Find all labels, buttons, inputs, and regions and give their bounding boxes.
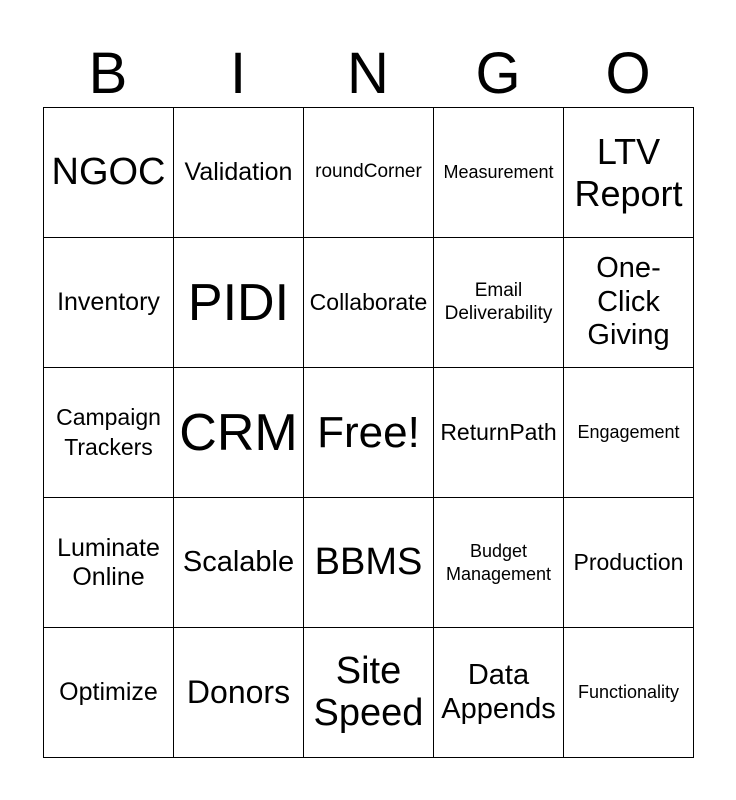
- cell-text: Measurement: [443, 162, 554, 183]
- cell-text: Campaign Trackers: [56, 403, 161, 460]
- bingo-cell-r1-c2[interactable]: [174, 108, 304, 238]
- bingo-cell-r4-c3[interactable]: [304, 498, 434, 628]
- cell-text: One-Click Giving: [587, 252, 670, 352]
- cell-text: roundCorner: [315, 161, 422, 183]
- cell-text: Site Speed: [313, 650, 424, 734]
- cell-text: ReturnPath: [440, 418, 557, 445]
- bingo-cell-r1-c4[interactable]: [434, 108, 564, 238]
- cell-text: NGOC: [51, 150, 166, 193]
- bingo-cell-r1-c3[interactable]: [304, 108, 434, 238]
- bingo-cell-r3-c5[interactable]: [564, 368, 694, 498]
- bingo-board: [43, 107, 694, 758]
- bingo-cell-r2-c2[interactable]: [174, 238, 304, 368]
- cell-text: Luminate Online: [57, 533, 160, 591]
- cell-text: Inventory: [57, 288, 160, 317]
- cell-text: Donors: [186, 674, 291, 711]
- bingo-cell-r5-c4[interactable]: [434, 628, 564, 758]
- header-letter-i: I: [229, 41, 247, 106]
- bingo-cell-r1-c1[interactable]: [44, 108, 174, 238]
- header-letter-b: B: [88, 41, 128, 106]
- bingo-cell-r2-c3[interactable]: [304, 238, 434, 368]
- bingo-cell-r4-c2[interactable]: [174, 498, 304, 628]
- free-space-text: Free!: [317, 407, 420, 457]
- cell-text: PIDI: [187, 273, 290, 332]
- cell-text: Engagement: [577, 422, 680, 443]
- bingo-cell-r2-c5[interactable]: [564, 238, 694, 368]
- bingo-cell-r5-c1[interactable]: [44, 628, 174, 758]
- cell-text: Production: [573, 548, 684, 575]
- bingo-cell-r5-c3[interactable]: [304, 628, 434, 758]
- free-space[interactable]: [304, 368, 434, 498]
- bingo-cell-r4-c1[interactable]: [44, 498, 174, 628]
- header-letter-o: O: [605, 41, 651, 106]
- bingo-cell-r1-c5[interactable]: [564, 108, 694, 238]
- bingo-cell-r4-c4[interactable]: [434, 498, 564, 628]
- bingo-cell-r3-c2[interactable]: [174, 368, 304, 498]
- cell-text: Data Appends: [441, 659, 556, 725]
- cell-text: Collaborate: [309, 288, 428, 315]
- header-letter-n: N: [347, 41, 389, 106]
- bingo-cell-r2-c1[interactable]: [44, 238, 174, 368]
- header-letter-g: G: [475, 41, 521, 106]
- bingo-cell-r3-c4[interactable]: [434, 368, 564, 498]
- cell-text: Email Deliverability: [444, 279, 553, 324]
- cell-text: Scalable: [182, 545, 295, 578]
- cell-text: BBMS: [314, 540, 423, 583]
- cell-text: LTV Report: [574, 131, 683, 214]
- bingo-cell-r4-c5[interactable]: [564, 498, 694, 628]
- cell-text: CRM: [179, 403, 298, 462]
- cell-text: Budget Management: [445, 541, 552, 584]
- bingo-cell-r3-c1[interactable]: [44, 368, 174, 498]
- bingo-cell-r5-c2[interactable]: [174, 628, 304, 758]
- cell-text: Functionality: [577, 682, 680, 703]
- bingo-cell-r5-c5[interactable]: [564, 628, 694, 758]
- cell-text: Optimize: [59, 678, 158, 707]
- bingo-cell-r2-c4[interactable]: [434, 238, 564, 368]
- bingo-header: [43, 42, 693, 106]
- cell-text: Validation: [184, 158, 293, 187]
